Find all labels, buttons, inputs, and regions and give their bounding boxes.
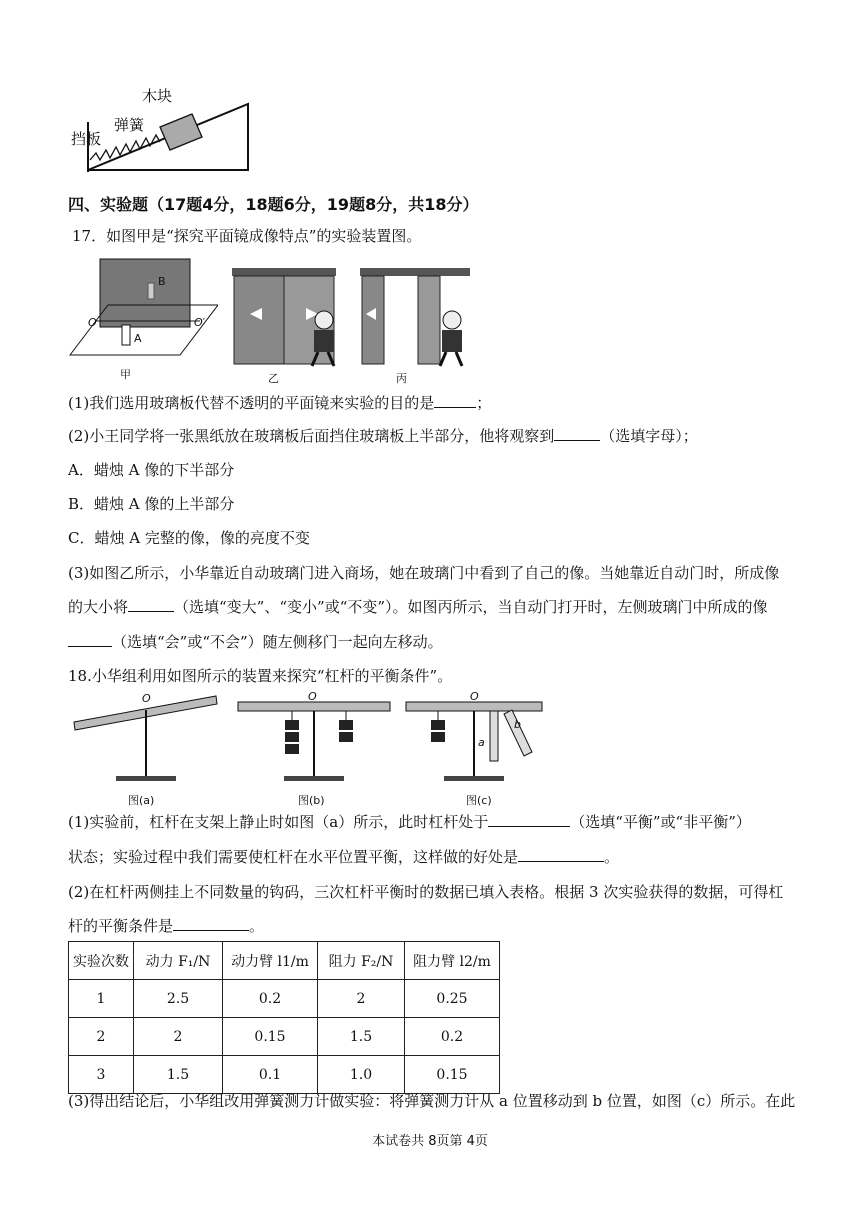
caption-fig-a: 图(a): [128, 794, 155, 807]
lever-c-label-O: O: [470, 690, 479, 703]
q18-part2-line1: (2)在杠杆两侧挂上不同数量的钩码，三次杠杆平衡时的数据已填入表格。根据 3 次实验获得的数据，可得杠: [68, 883, 784, 901]
caption-fig-b: 图(b): [298, 794, 325, 807]
table-header-cell: 动力臂 l1/m: [223, 942, 318, 980]
q17-option-b: B．蜡烛 A 像的上半部分: [68, 495, 235, 513]
table-cell: 2: [69, 1018, 134, 1056]
q17-option-c: C．蜡烛 A 完整的像，像的亮度不变: [68, 529, 310, 547]
table-cell: 0.2: [223, 980, 318, 1018]
q17-part3-line3: （选填“会”或“不会”）随左侧移门一起向左移动。: [68, 632, 443, 652]
lever-c-label-a: a: [478, 736, 485, 749]
table-row: [69, 980, 500, 1018]
label-baffle: 挡板: [71, 130, 102, 148]
answer-blank[interactable]: [434, 393, 476, 408]
answer-blank[interactable]: [518, 847, 604, 862]
caption-fig-c: 图(c): [466, 794, 492, 807]
q18-part1-line1: (1)实验前，杠杆在支架上静止时如图（a）所示，此时杠杆处于 （选填“平衡”或“非平衡”）: [68, 813, 751, 831]
lever-figure-a: [70, 690, 220, 790]
table-header-row: [69, 942, 500, 980]
section-title: 四、实验题（17题4分，18题6分，19题8分，共18分）: [68, 195, 479, 214]
label-A: A: [134, 332, 142, 345]
table-cell: 0.15: [223, 1018, 318, 1056]
lever-b-label-O: O: [308, 690, 317, 703]
table-cell: 1.5: [318, 1018, 405, 1056]
lever-data-table: [68, 941, 500, 1094]
caption-bing: 丙: [396, 372, 407, 385]
table-header-cell: 阻力臂 l2/m: [405, 942, 500, 980]
page-footer: 本试卷共 8页第 4页: [372, 1134, 488, 1149]
q17-intro: 17．如图甲是“探究平面镜成像特点”的实验装置图。: [72, 227, 422, 245]
q17-part3-line1: (3)如图乙所示，小华靠近自动玻璃门进入商场，她在玻璃门中看到了自己的像。当她靠近自动门时，所成像: [68, 564, 780, 582]
table-row: [69, 1056, 500, 1094]
table-cell: 2: [318, 980, 405, 1018]
label-B: B: [158, 275, 166, 288]
lever-figure-b: [236, 692, 392, 790]
q18-intro: 18.小华组利用如图所示的装置来探究“杠杆的平衡条件”。: [68, 667, 453, 685]
answer-blank[interactable]: [128, 597, 174, 612]
automatic-door-open-figure: [358, 262, 478, 368]
mirror-setup-figure: [68, 255, 218, 365]
table-header-cell: 动力 F₁/N: [134, 942, 223, 980]
table-cell: 0.25: [405, 980, 500, 1018]
answer-blank[interactable]: [554, 426, 600, 441]
q18-part3: (3)得出结论后，小华组改用弹簧测力计做实验：将弹簧测力计从 a 位置移动到 b 位置，如图（c）所示。在此: [68, 1092, 796, 1110]
q18-part2-line2: 杆的平衡条件是 。: [68, 917, 265, 935]
table-cell: 0.1: [223, 1056, 318, 1094]
table-cell: 2.5: [134, 980, 223, 1018]
table-cell: 1.0: [318, 1056, 405, 1094]
answer-blank[interactable]: [173, 916, 249, 931]
table-cell: 3: [69, 1056, 134, 1094]
q17-part2: (2)小王同学将一张黑纸放在玻璃板后面挡住玻璃板上半部分，他将观察到 （选填字母）；: [68, 427, 698, 445]
q17-part3-line2: 的大小将 （选填“变大”、“变小”或“不变”）。如图丙所示，当自动门打开时，左侧玻璃门中所成的像: [68, 598, 768, 616]
answer-blank[interactable]: [68, 632, 112, 647]
automatic-door-closed-figure: [228, 262, 348, 368]
answer-blank[interactable]: [488, 812, 570, 827]
q17-part1: (1)我们选用玻璃板代替不透明的平面镜来实验的目的是 ；: [68, 394, 492, 412]
table-header-cell: 实验次数: [69, 942, 134, 980]
q18-part1-line2: 状态；实验过程中我们需要使杠杆在水平位置平衡，这样做的好处是 。: [68, 848, 620, 866]
label-spring: 弹簧: [114, 116, 145, 134]
label-wood-block: 木块: [142, 87, 173, 105]
table-cell: 2: [134, 1018, 223, 1056]
q17-option-a: A．蜡烛 A 像的下半部分: [68, 461, 235, 479]
table-cell: 1: [69, 980, 134, 1018]
caption-jia: 甲: [120, 368, 131, 381]
caption-yi: 乙: [268, 372, 279, 385]
table-row: [69, 1018, 500, 1056]
table-cell: 0.15: [405, 1056, 500, 1094]
label-O: O: [88, 316, 97, 329]
table-cell: 0.2: [405, 1018, 500, 1056]
lever-a-label-O: O: [142, 692, 151, 705]
label-O-prime: O′: [194, 316, 206, 329]
table-header-cell: 阻力 F₂/N: [318, 942, 405, 980]
lever-c-label-b: b: [514, 718, 521, 731]
table-cell: 1.5: [134, 1056, 223, 1094]
